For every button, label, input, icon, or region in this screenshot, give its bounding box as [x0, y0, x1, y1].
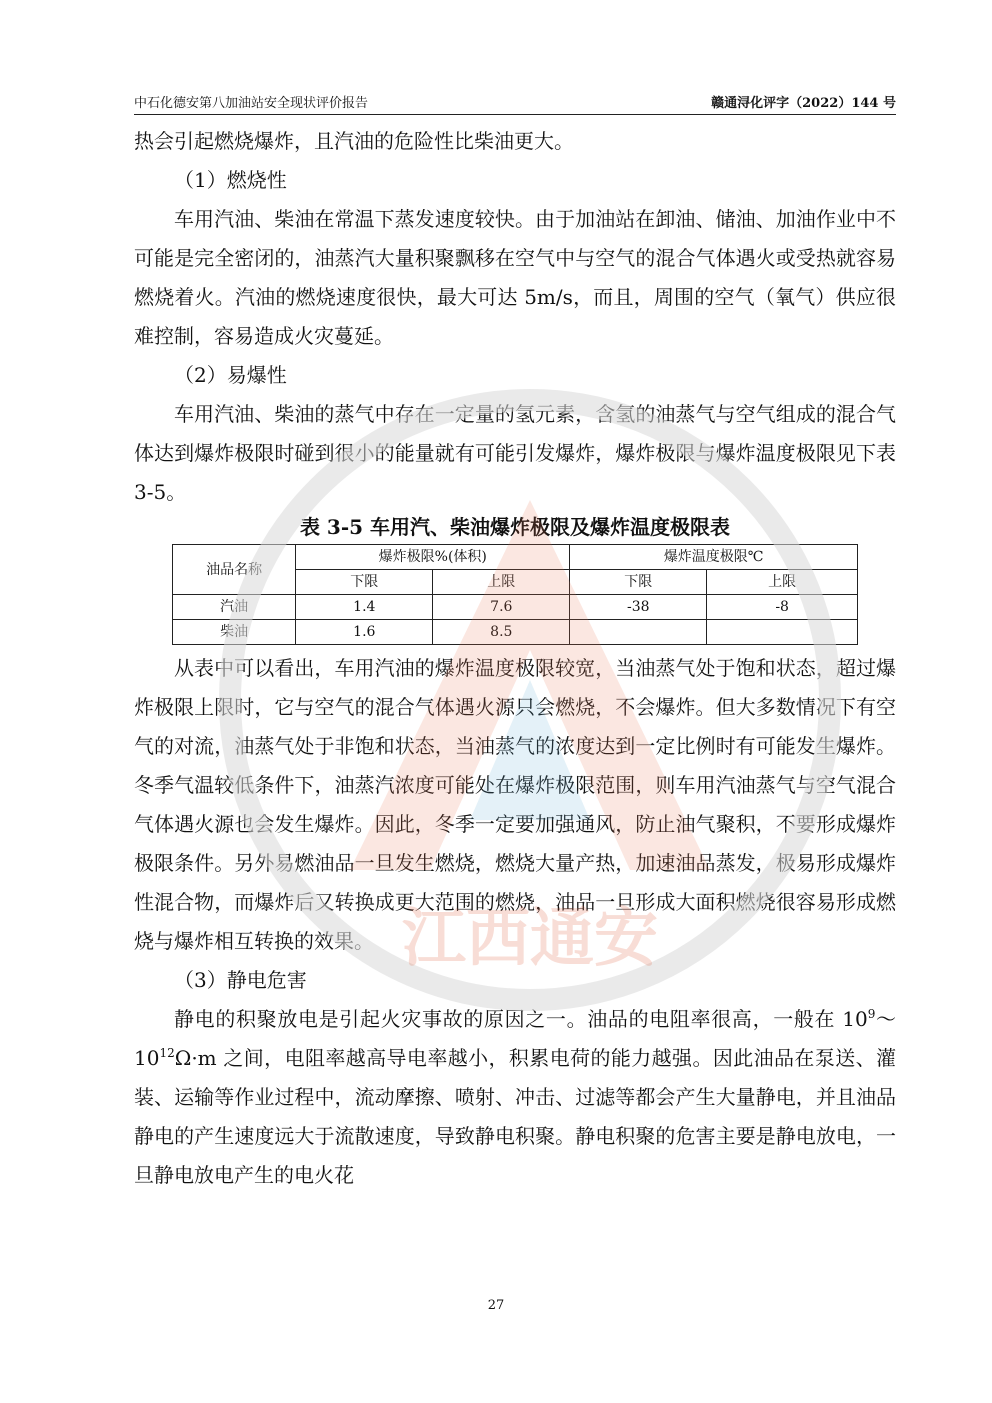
- table-header-row: [173, 545, 858, 570]
- page-number: 27: [487, 1298, 505, 1313]
- paragraph: [134, 1000, 896, 1195]
- paragraph: 车用汽油、柴油在常温下蒸发速度较快。由于加油站在卸油、储油、加油作业中不可能是完全密闭的，油蒸汽大量积聚飘移在空气中与空气的混合气体遇火或受热就容易燃烧着火。汽油的燃烧速度很快，最大可达 5m/s，而且，周围的空气（氧气）供应很难控制，容易造成火灾蔓延。: [134, 207, 896, 348]
- column-header-product: 油品名称: [173, 545, 296, 595]
- exponent: 9: [867, 1007, 876, 1021]
- table-row: [173, 595, 858, 620]
- cell-lower-explosion-limit: 1.4: [296, 595, 433, 620]
- paragraph: 车用汽油、柴油的蒸气中存在一定量的氢元素，含氢的油蒸气与空气组成的混合气体达到爆炸极限时碰到很小的能量就有可能引发爆炸，爆炸极限与爆炸温度极限见下表 3-5。: [134, 402, 896, 504]
- exponent: 12: [159, 1046, 175, 1060]
- cell-lower-explosion-limit: 1.6: [296, 620, 433, 645]
- paragraph: 从表中可以看出，车用汽油的爆炸温度极限较宽，当油蒸气处于饱和状态，超过爆炸极限上限时，它与空气的混合气体遇火源只会燃烧，不会爆炸。但大多数情况下有空气的对流，油蒸气处于非饱和状态，当油蒸气的浓度达到一定比例时有可能发生爆炸。冬季气温较低条件下，油蒸汽浓度可能处在爆炸极限范围，则车用汽油蒸气与空气混合气体遇火源也会发生爆炸。因此，冬季一定要加强通风，防止油气聚积，不要形成爆炸极限条件。另外易燃油品一旦发生燃烧，燃烧大量产热，加速油品蒸发，极易形成爆炸性混合物，而爆炸后又转换成更大范围的燃烧，油品一旦形成大面积燃烧很容易形成燃烧与爆炸相互转换的效果。: [134, 656, 896, 953]
- column-header-upper: 上限: [433, 570, 570, 595]
- header-document-number: 赣通浔化评字（2022）144 号: [711, 96, 896, 111]
- table-caption: 表 3-5 车用汽、柴油爆炸极限及爆炸温度极限表: [299, 515, 731, 539]
- paragraph-text: Ω·m 之间，电阻率越高导电率越小，积累电荷的能力越强。因此油品在泵送、灌装、运输等作业过程中，流动摩擦、喷射、冲击、过滤等都会产生大量静电，并且油品静电的产生速度远大于流散速度，导致静电积聚。静电积聚的危害主要是静电放电，一旦静电放电产生的电火花: [134, 1046, 896, 1187]
- cell-upper-temperature-limit: [707, 620, 858, 645]
- header-report-title: 中石化德安第八加油站安全现状评价报告: [134, 96, 369, 111]
- section-heading-combustibility: （1）燃烧性: [174, 168, 287, 192]
- column-header-lower: 下限: [296, 570, 433, 595]
- column-group-explosion-limit: 爆炸极限%(体积): [296, 545, 570, 570]
- table-row: [173, 620, 858, 645]
- paragraph: 热会引起燃烧爆炸，且汽油的危险性比柴油更大。: [134, 129, 574, 153]
- section-heading-static-electricity: （3）静电危害: [174, 968, 307, 992]
- cell-lower-temperature-limit: [570, 620, 707, 645]
- column-group-temperature-limit: 爆炸温度极限℃: [570, 545, 858, 570]
- paragraph-text: 静电的积聚放电是引起火灾事故的原因之一。油品的电阻率很高，一般在 10: [174, 1007, 868, 1031]
- cell-upper-temperature-limit: -8: [707, 595, 858, 620]
- column-header-upper: 上限: [707, 570, 858, 595]
- section-heading-explosiveness: （2）易爆性: [174, 363, 287, 387]
- seal-text: 江西通安: [402, 902, 658, 976]
- cell-lower-temperature-limit: -38: [570, 595, 707, 620]
- explosion-limits-table: [172, 544, 858, 645]
- cell-upper-explosion-limit: 8.5: [433, 620, 570, 645]
- page-header: [134, 88, 896, 115]
- cell-upper-explosion-limit: 7.6: [433, 595, 570, 620]
- cell-product: 汽油: [173, 595, 296, 620]
- paragraph-text: ～10: [134, 1007, 897, 1070]
- column-header-lower: 下限: [570, 570, 707, 595]
- document-body: [134, 122, 896, 1195]
- cell-product: 柴油: [173, 620, 296, 645]
